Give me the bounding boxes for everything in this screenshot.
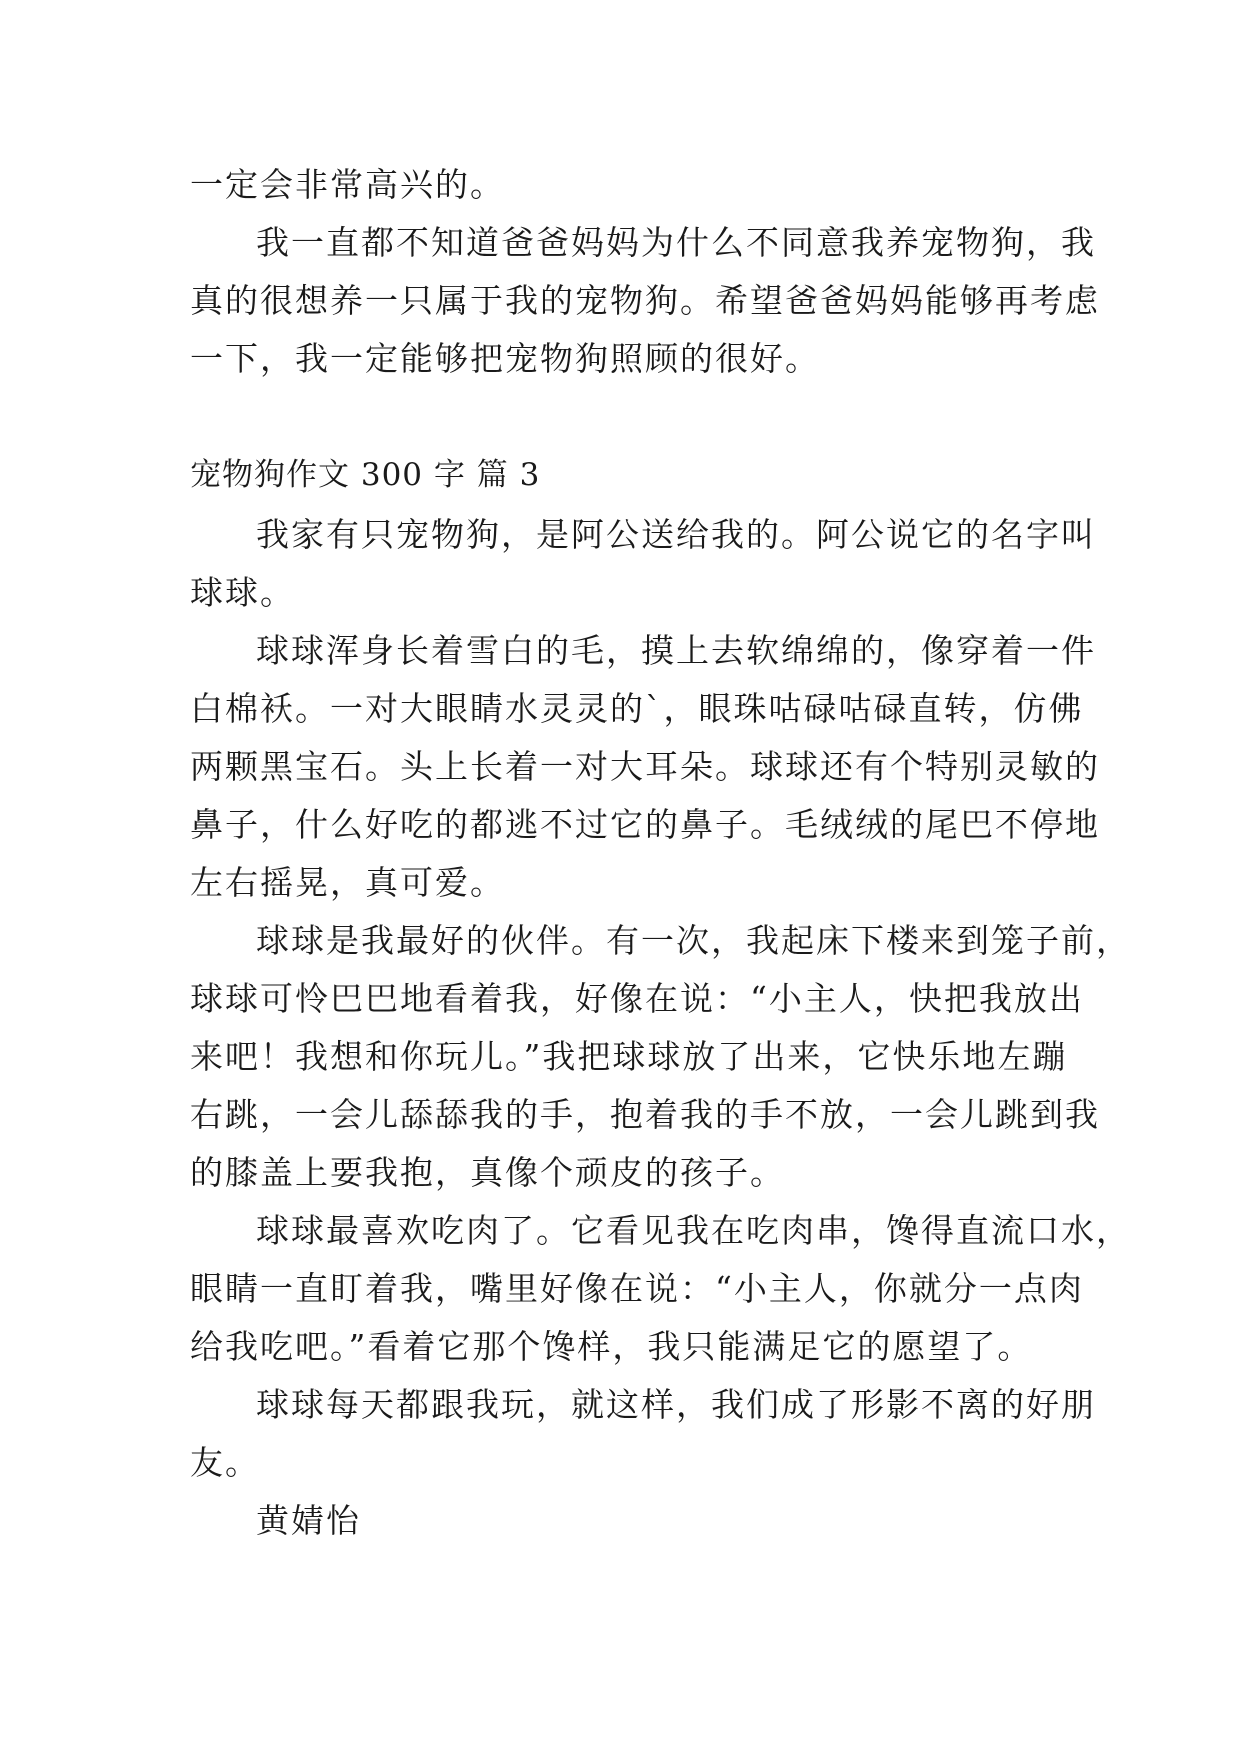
text-line: 我一直都不知道爸爸妈妈为什么不同意我养宠物狗，我 <box>256 223 1096 262</box>
text-line: 白棉袄。一对大眼睛水灵灵的`，眼珠咕碌咕碌直转，仿佛 <box>190 689 1084 728</box>
text-line: 球球浑身长着雪白的毛，摸上去软绵绵的，像穿着一件 <box>256 631 1096 670</box>
text-line: 来吧！我想和你玩儿。”我把球球放了出来，它快乐地左蹦 <box>190 1037 1068 1076</box>
text-line: 球球是我最好的伙伴。有一次，我起床下楼来到笼子前， <box>256 921 1131 960</box>
text-line: 两颗黑宝石。头上长着一对大耳朵。球球还有个特别灵敏的 <box>190 747 1100 786</box>
text-line: 我家有只宠物狗，是阿公送给我的。阿公说它的名字叫 <box>256 515 1096 554</box>
text-line: 球球最喜欢吃肉了。它看见我在吃肉串，馋得直流口水， <box>256 1211 1131 1250</box>
author-name: 黄婧怡 <box>256 1501 361 1540</box>
text-line: 的膝盖上要我抱，真像个顽皮的孩子。 <box>190 1153 785 1192</box>
text-line: 眼睛一直盯着我，嘴里好像在说：“小主人，你就分一点肉 <box>190 1269 1084 1308</box>
text-line: 右跳，一会儿舔舔我的手，抱着我的手不放，一会儿跳到我 <box>190 1095 1100 1134</box>
text-line: 左右摇晃，真可爱。 <box>190 863 505 902</box>
section-heading: 宠物狗作文 300 字 篇 3 <box>190 457 541 493</box>
text-line: 真的很想养一只属于我的宠物狗。希望爸爸妈妈能够再考虑 <box>190 281 1100 320</box>
text-line: 给我吃吧。”看着它那个馋样，我只能满足它的愿望了。 <box>190 1327 1033 1366</box>
text-line: 鼻子，什么好吃的都逃不过它的鼻子。毛绒绒的尾巴不停地 <box>190 805 1100 844</box>
text-line: 友。 <box>190 1443 260 1482</box>
text-line: 一下，我一定能够把宠物狗照顾的很好。 <box>190 339 820 378</box>
text-line: 球球每天都跟我玩，就这样，我们成了形影不离的好朋 <box>256 1385 1096 1424</box>
text-line: 球球。 <box>190 573 295 612</box>
text-line: 一定会非常高兴的。 <box>190 165 505 204</box>
text-line: 球球可怜巴巴地看着我，好像在说：“小主人，快把我放出 <box>190 979 1084 1018</box>
